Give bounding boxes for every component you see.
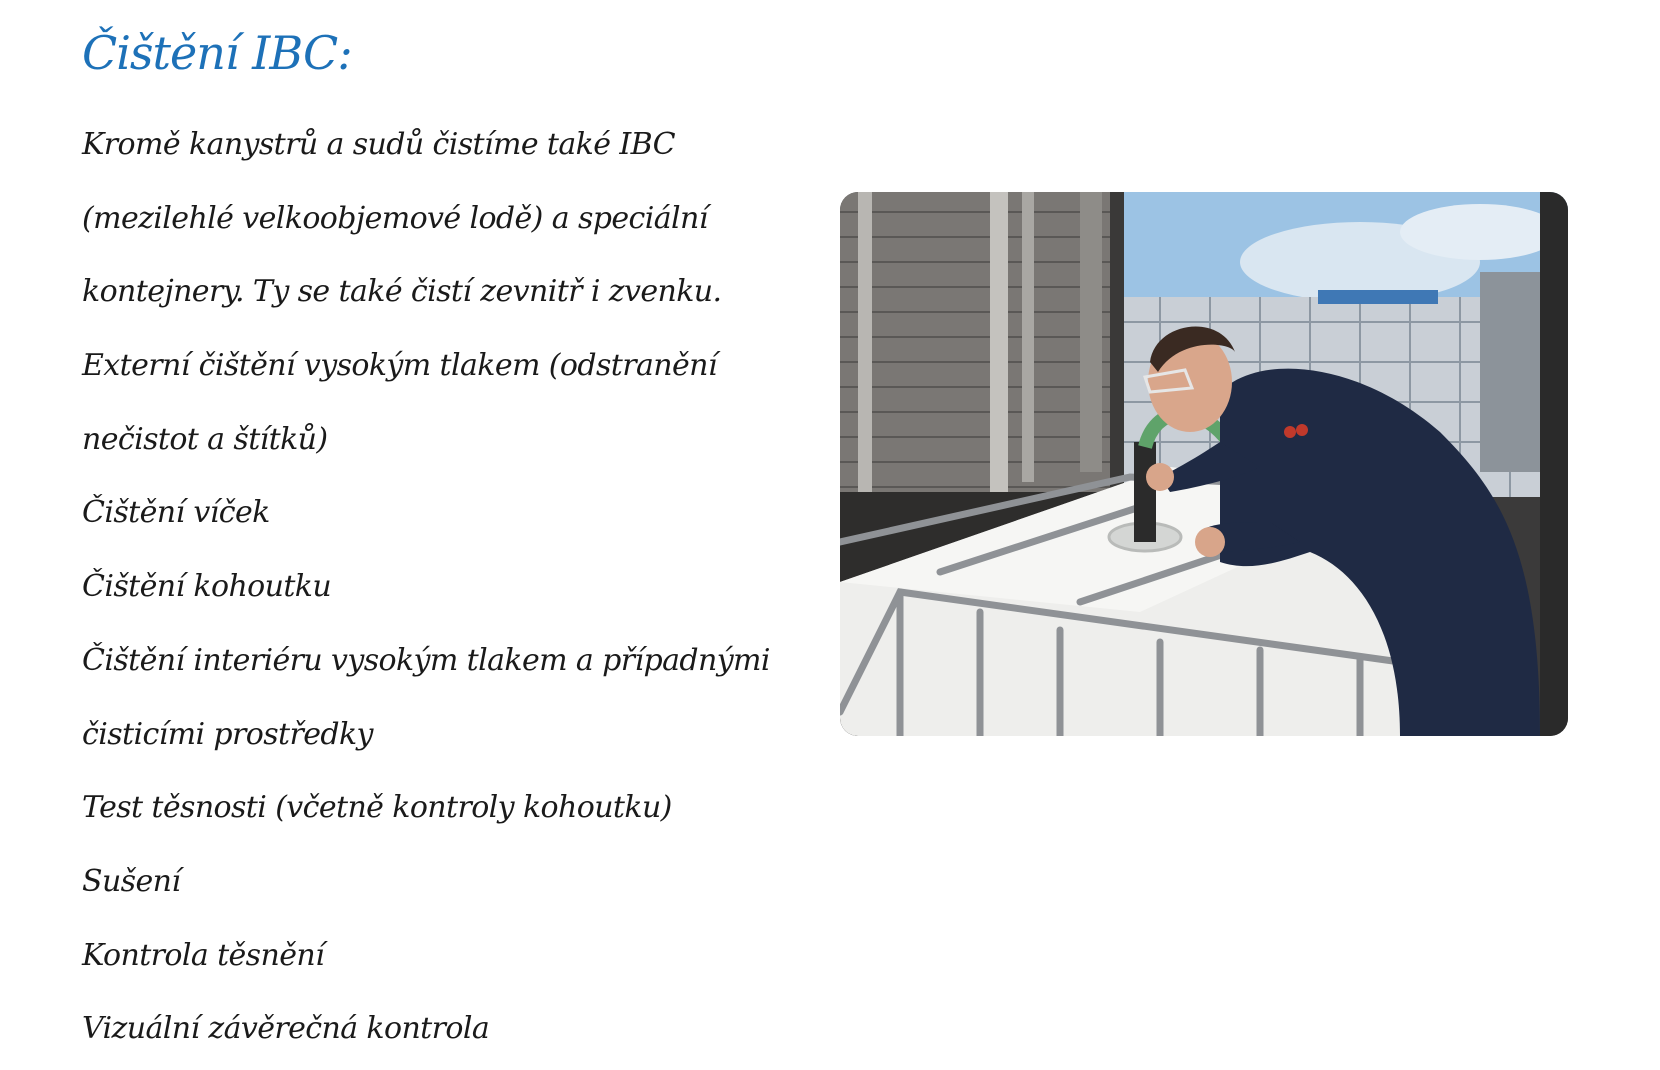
intro-line-1: Kromě kanystrů a sudů čistíme také IBC [82,127,675,162]
intro-line-3: kontejnery. Ty se také čistí zevnitř i zvenku. [82,274,722,310]
step-final-inspection: Vizuální závěrečná kontrola [82,1011,490,1047]
step-lid-cleaning: Čištění víček [82,495,270,531]
ibc-cleaning-photo [840,192,1568,736]
content-text [82,108,770,1066]
step-seal-check: Kontrola těsnění [82,937,325,973]
step-tap-cleaning: Čištění kohoutku [82,569,332,605]
step-drying: Sušení [82,863,181,899]
step-external-cleaning-cont: nečistot a štítků) [82,421,328,457]
step-leak-test: Test těsnosti (včetně kontroly kohoutku) [82,790,672,826]
intro-line-2: (mezilehlé velkoobjemové lodě) a speciální [82,200,708,236]
step-external-cleaning: Externí čištění vysokým tlakem (odstranění [82,348,717,384]
section-title: Čištění IBC: [82,26,352,80]
step-interior-cleaning: Čištění interiéru vysokým tlakem a případnými [82,642,770,678]
step-interior-cleaning-cont: čisticími prostředky [82,716,373,752]
